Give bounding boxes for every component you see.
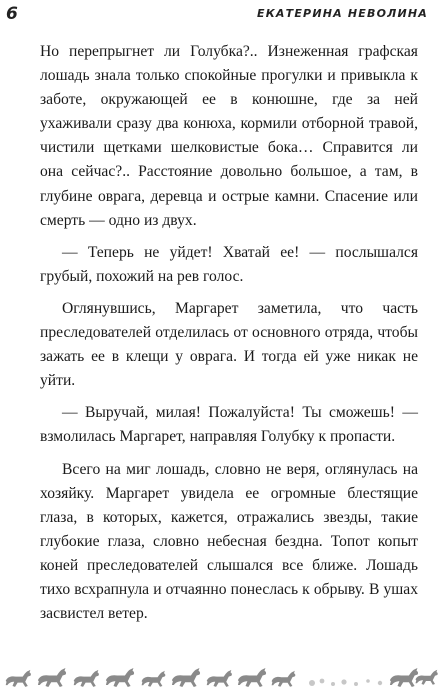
paragraph: — Выручай, милая! Пожалуйста! Ты сможешь! — взмолилась Маргарет, направляя Голубку к пропасти. [40, 404, 418, 446]
running-header-title: ЕКАТЕРИНА НЕВОЛИНА [257, 7, 428, 20]
paragraph: — Теперь не уйдет! Хватай ее! — послышался грубый, похожий на рев голос. [40, 243, 418, 285]
body-text [40, 40, 418, 634]
paragraph: Всего на миг лошадь, словно не веря, оглянулась на хозяйку. Маргарет увидела ее огромные блестящие глаза, в которых, кажется, отражались звезды, такие глубокие глаза, словно небесная бездна. Топот копыт коней преследователей слышался все ближе. Лошадь тихо всхрапнула и отчаянно понеслась к обрыву. В ушах засвистел ветер. [40, 460, 418, 623]
page-number: 6 [6, 4, 18, 24]
paragraph: Но перепрыгнет ли Голубка?.. Изнеженная графская лошадь знала только спокойные прогулки и привыкла к заботе, окружающей ее в конюшне, где за ней ухаживали сразу два конюха, кормили отборной травой, чистили щетками шелковистые бока… Справится ли она сейчас?.. Расстояние довольно большое, а там, в глубине оврага, деревца и острые камни. Спасение или смерть — одно из двух. [40, 43, 418, 229]
paragraph: Оглянувшись, Маргарет заметила, что часть преследователей отделилась от основного отряда, чтобы зажать ее в клещи у оврага. И тогда ей уже никак не уйти. [40, 299, 418, 390]
running-horses-ornament [0, 657, 440, 695]
